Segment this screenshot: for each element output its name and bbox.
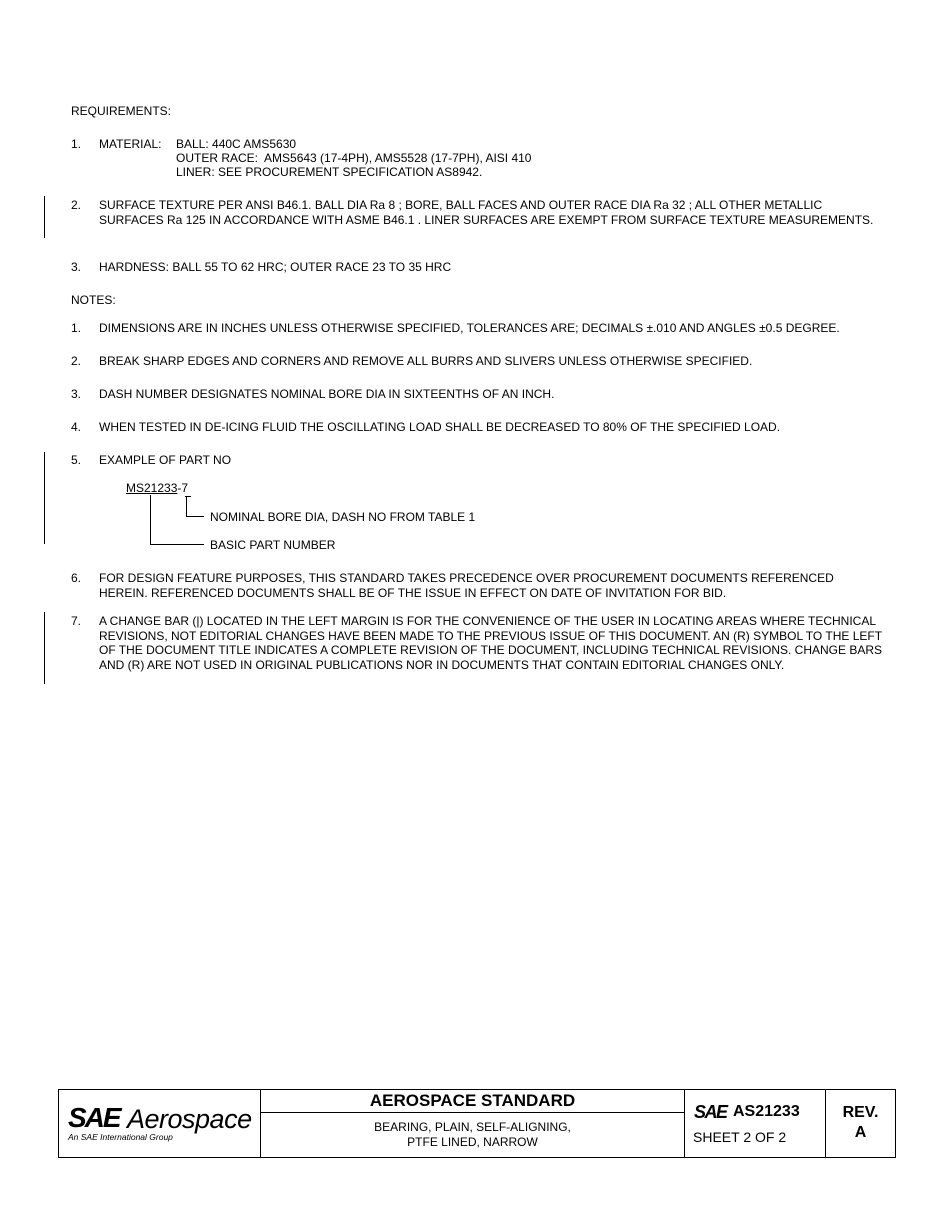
note-text: EXAMPLE OF PART NO xyxy=(99,453,232,467)
subtitle-line: BEARING, PLAIN, SELF-ALIGNING, xyxy=(374,1120,571,1134)
sae-logo: SAE xyxy=(68,1102,120,1133)
dash-leader-vertical xyxy=(186,497,187,516)
part-dash: -7 xyxy=(177,481,189,495)
logo-cell xyxy=(59,1090,261,1157)
material-label: MATERIAL: xyxy=(99,137,162,151)
base-leader-horizontal xyxy=(150,544,204,545)
doc-number: AS21233 xyxy=(733,1103,800,1120)
change-bar xyxy=(44,196,45,238)
revision-cell xyxy=(826,1090,895,1157)
base-label: BASIC PART NUMBER xyxy=(210,538,336,552)
note-number: 1. xyxy=(71,321,82,335)
surface-texture-text: SURFACE TEXTURE PER ANSI B46.1. BALL DIA Ra 8 ; BORE, BALL FACES AND OUTER RACE DIA Ra 32 ; ALL OTHER METALLIC SURFACES Ra 125 IN ACCORDANCE WITH ASME B46.1 . LINER SURFACES ARE EXEMPT FROM SURFACE TEXTURE MEASUREMENTS. xyxy=(99,198,874,227)
aerospace-logo-text: Aerospace xyxy=(127,1104,252,1134)
note-text: DASH NUMBER DESIGNATES NOMINAL BORE DIA IN SIXTEENTHS OF AN INCH. xyxy=(99,387,555,401)
standard-title: AEROSPACE STANDARD xyxy=(261,1090,684,1113)
sheet-number: SHEET 2 OF 2 xyxy=(693,1129,787,1145)
subtitle-line: PTFE LINED, NARROW xyxy=(407,1135,538,1149)
note-number: 2. xyxy=(71,354,82,368)
dash-leader-horizontal xyxy=(186,516,204,517)
material-outer-race: OUTER RACE: AMS5643 (17-4PH), AMS5528 (17-7PH), AISI 410 xyxy=(176,151,532,165)
requirement-number: 2. xyxy=(71,198,82,212)
note-number: 5. xyxy=(71,453,82,467)
part-base-number xyxy=(126,481,188,496)
note-text: BREAK SHARP EDGES AND CORNERS AND REMOVE ALL BURRS AND SLIVERS UNLESS OTHERWISE SPECIFIED. xyxy=(99,354,753,368)
notes-heading: NOTES: xyxy=(71,293,116,307)
material-liner: LINER: SEE PROCUREMENT SPECIFICATION AS8942. xyxy=(176,165,483,179)
material-ball: BALL: 440C AMS5630 xyxy=(176,137,297,151)
note-number: 7. xyxy=(71,614,82,628)
logo-tagline: An SAE International Group xyxy=(68,1132,173,1142)
requirement-number: 3. xyxy=(71,260,82,274)
note-number: 4. xyxy=(71,420,82,434)
requirement-number: 1. xyxy=(71,137,82,151)
note-number: 6. xyxy=(71,571,82,585)
note-number: 3. xyxy=(71,387,82,401)
rev-label: REV. xyxy=(842,1104,879,1121)
title-block xyxy=(58,1089,896,1158)
sae-small-logo: SAE xyxy=(694,1102,727,1122)
dash-label: NOMINAL BORE DIA, DASH NO FROM TABLE 1 xyxy=(210,510,476,524)
note-text: WHEN TESTED IN DE-ICING FLUID THE OSCILLATING LOAD SHALL BE DECREASED TO 80% OF THE SPECIFIED LOAD. xyxy=(99,420,781,434)
change-bar xyxy=(44,612,45,684)
requirements-heading: REQUIREMENTS: xyxy=(71,104,172,118)
part-base: MS21233 xyxy=(126,481,178,495)
standard-subtitle xyxy=(261,1120,684,1150)
note-text: A CHANGE BAR (|) LOCATED IN THE LEFT MARGIN IS FOR THE CONVENIENCE OF THE USER IN LOCATING AREAS WHERE TECHNICAL REVISIONS, NOT EDITORIAL CHANGES HAVE BEEN MADE TO THE PREVIOUS ISSUE OF THIS DOCUMENT. AN (R) SYMBOL TO THE LEFT OF THE DOCUMENT TITLE INDICATES A COMPLETE REVISION OF THE DOCUMENT, INCLUDING TECHNICAL REVISIONS. CHANGE BARS AND (R) ARE NOT USED IN ORIGINAL PUBLICATIONS NOR IN DOCUMENTS THAT CONTAIN EDITORIAL CHANGES ONLY. xyxy=(99,614,883,672)
note-text: DIMENSIONS ARE IN INCHES UNLESS OTHERWISE SPECIFIED, TOLERANCES ARE; DECIMALS ±.010 AND ANGLES ±0.5 DEGREE. xyxy=(99,321,840,335)
hardness-text: HARDNESS: BALL 55 TO 62 HRC; OUTER RACE 23 TO 35 HRC xyxy=(99,260,452,274)
rev-value: A xyxy=(854,1124,867,1141)
note-text: FOR DESIGN FEATURE PURPOSES, THIS STANDARD TAKES PRECEDENCE OVER PROCUREMENT DOCUMENTS REFERENCED HEREIN. REFERENCED DOCUMENTS SHALL BE OF THE ISSUE IN EFFECT ON DATE OF INVITATION FOR BID. xyxy=(99,571,834,600)
doc-number-cell xyxy=(685,1090,826,1157)
base-leader-vertical xyxy=(150,495,151,544)
change-bar xyxy=(44,452,45,544)
title-cell xyxy=(261,1090,685,1157)
